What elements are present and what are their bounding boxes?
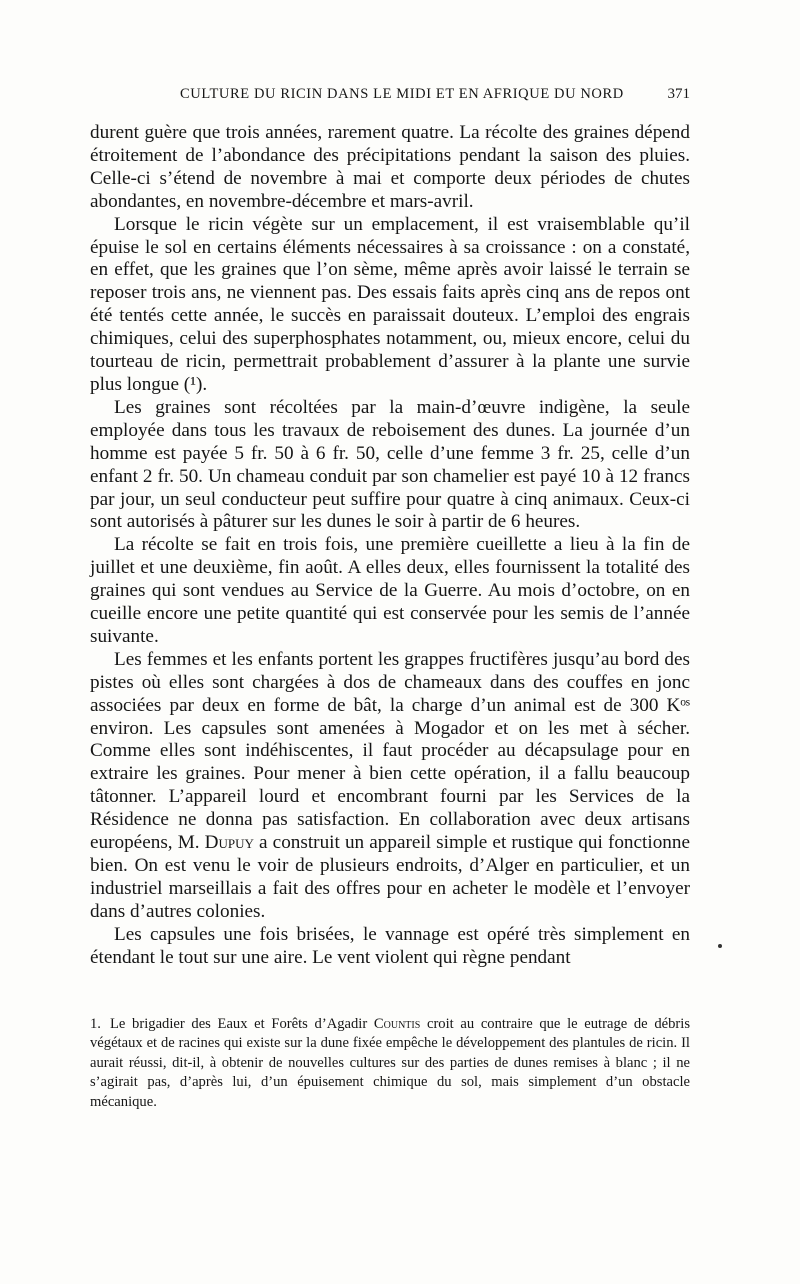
person-name: Dupuy	[204, 832, 254, 854]
page-number: 371	[667, 86, 690, 102]
footnote-text: Le brigadier des Eaux et Forêts d’Agadir Countis croit au contraire que le eutrage de débris végétaux et de racines qui existe sur la dune fixée empêche le développement des plantules de ricin. Il aurait réussi, dit-il, à obtenir de nouvelles cultures sur des parties de dunes remises à blanc ; il ne s’agirait pas, d’après lui, d’un épuisement chimique du sol, mais simplement d’un obstacle mécanique.	[90, 1016, 690, 1110]
author-name: Countis	[373, 1016, 421, 1032]
paragraph-3: Les graines sont récoltées par la main-d’œuvre indigène, la seule employée dans tous les travaux de reboisement des dunes. La journée d’un homme est payée 5 fr. 50 à 6 fr. 50, celle d’une femme 3 fr. 25, celle d’un enfant 2 fr. 50. Un chameau conduit par son chamelier est payé 10 à 12 francs par jour, un seul conducteur peut suffire pour quatre à cinq animaux. Ceux-ci sont autorisés à pâturer sur les dunes le soir à partir de 6 heures.	[90, 396, 690, 533]
footnotes	[90, 1015, 690, 1112]
footnote-marker: 1.	[90, 1016, 101, 1032]
body-text	[90, 122, 690, 970]
page-header	[90, 86, 690, 110]
paragraph-2: Lorsque le ricin végète sur un emplacement, il est vraisemblable qu’il épuise le sol en certains éléments nécessaires à sa croissance : on a constaté, en effet, que les graines que l’on sème, même après avoir laissé le terrain se reposer trois ans, ne viennent pas. Des essais faits après cinq ans de repos ont été tentés cette année, le succès en paraissait douteux. L’emploi des engrais chimiques, celui des superphosphates notamment, ou, mieux encore, celui du tourteau de ricin, permettrait probablement d’assurer à la plante une survie plus longue (¹).	[90, 213, 690, 395]
paragraph-5: Les femmes et les enfants portent les grappes fructifères jusqu’au bord des pistes où elles sont chargées à dos de chameaux dans des couffes en jonc associées par deux en forme de bât, la charge d’un animal est de 300 Kᵒˢ environ. Les capsules sont amenées à Mogador et on les met à sécher. Comme elles sont indéhiscentes, il faut procéder au décapsulage pour en extraire les graines. Pour mener à bien cette opération, il a fallu beaucoup tâtonner. L’appareil lourd et encombrant fourni par les Services de la Résidence ne donna pas satisfaction. En collaboration avec deux artisans européens, M. Dupuy a construit un appareil simple et rustique qui fonctionne bien. On est venu le voir de plusieurs endroits, d’Alger en particulier, et un industriel marseillais a fait des offres pour en acheter le modèle et l’envoyer dans d’autres colonies.	[90, 648, 690, 922]
paragraph-6: Les capsules une fois brisées, le vannage est opéré très simplement en étendant le tout sur une aire. Le vent violent qui règne pendant	[90, 923, 690, 968]
footnote-1	[90, 1015, 690, 1112]
paragraph-4: La récolte se fait en trois fois, une première cueillette a lieu à la fin de juillet et une deuxième, fin août. A elles deux, elles fournissent la totalité des graines qui sont vendues au Service de la Guerre. Au mois d’octobre, on en cueille encore une petite quantité qui est conservée pour les semis de l’année suivante.	[90, 534, 690, 647]
running-title: CULTURE DU RICIN DANS LE MIDI ET EN AFRIQUE DU NORD	[180, 86, 624, 102]
paragraph-1: durent guère que trois années, rarement quatre. La récolte des graines dépend étroitement de l’abondance des précipitations pendant la saison des pluies. Celle-ci s’étend de novembre à mai et comporte deux périodes de chutes abondantes, en novembre-décembre et mars-avril.	[90, 122, 690, 212]
ink-speck	[718, 944, 722, 948]
